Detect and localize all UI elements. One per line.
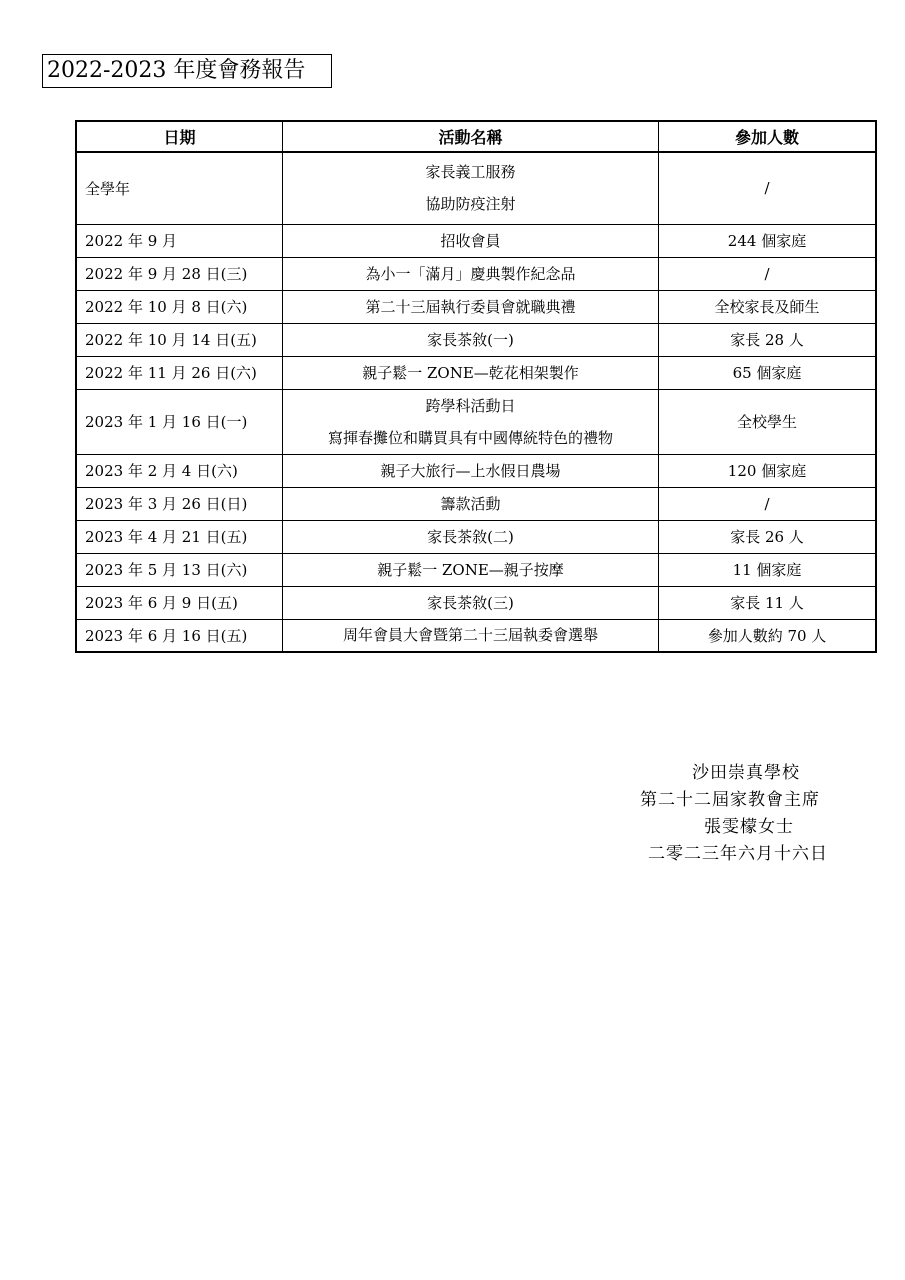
table-row [76, 389, 876, 454]
row-date: 2022 年 9 月 28 日(三) [76, 257, 283, 290]
table-row [76, 454, 876, 487]
signature-role: 第二十二屆家教會主席 [640, 790, 820, 810]
row-participants: 家長 11 人 [659, 586, 877, 619]
report-title: 2022-2023 年度會務報告 [42, 54, 332, 88]
activity-line: 家長茶敘(一) [427, 330, 514, 349]
signature-block [640, 760, 870, 868]
row-date: 2023 年 1 月 16 日(一) [76, 389, 283, 454]
row-activity [283, 619, 659, 652]
activity-line: 招收會員 [440, 231, 501, 250]
header-participants: 參加人數 [659, 121, 877, 152]
row-participants: 120 個家庭 [659, 454, 877, 487]
activity-line: 親子鬆一 ZONE—親子按摩 [377, 560, 564, 579]
activity-table [75, 120, 877, 653]
row-activity [283, 323, 659, 356]
row-participants: / [659, 152, 877, 224]
row-date: 2022 年 11 月 26 日(六) [76, 356, 283, 389]
row-participants: / [659, 257, 877, 290]
activity-line: 親子鬆一 ZONE—乾花相架製作 [362, 363, 579, 382]
row-activity [283, 356, 659, 389]
table-row [76, 619, 876, 652]
table-row [76, 257, 876, 290]
table-row [76, 152, 876, 224]
activity-line: 寫揮春攤位和購買具有中國傳統特色的禮物 [327, 428, 613, 447]
row-date: 2022 年 10 月 8 日(六) [76, 290, 283, 323]
row-participants: 家長 28 人 [659, 323, 877, 356]
activity-line: 為小一「滿月」慶典製作紀念品 [365, 264, 576, 283]
row-participants: 家長 26 人 [659, 520, 877, 553]
row-date: 全學年 [76, 152, 283, 224]
signature-school: 沙田崇真學校 [692, 763, 800, 783]
table-row [76, 586, 876, 619]
row-activity [283, 454, 659, 487]
activity-line: 家長茶敘(三) [427, 593, 514, 612]
row-participants: 全校學生 [659, 389, 877, 454]
activity-line: 家長義工服務 [425, 163, 516, 182]
activity-line: 籌款活動 [440, 494, 501, 513]
activity-line: 協助防疫注射 [425, 195, 516, 214]
row-activity [283, 290, 659, 323]
row-activity [283, 257, 659, 290]
row-activity [283, 520, 659, 553]
row-date: 2023 年 6 月 16 日(五) [76, 619, 283, 652]
row-participants: 244 個家庭 [659, 224, 877, 257]
table-row [76, 290, 876, 323]
activity-line: 家長茶敘(二) [427, 527, 514, 546]
table-row [76, 224, 876, 257]
row-activity [283, 152, 659, 224]
table-header-row [76, 121, 876, 152]
row-date: 2023 年 3 月 26 日(日) [76, 487, 283, 520]
activity-line: 周年會員大會暨第二十三屆執委會選舉 [342, 626, 598, 645]
table-row [76, 520, 876, 553]
header-activity: 活動名稱 [283, 121, 659, 152]
row-activity [283, 586, 659, 619]
row-activity [283, 224, 659, 257]
signature-date: 二零二三年六月十六日 [648, 844, 828, 864]
row-participants: 11 個家庭 [659, 553, 877, 586]
table-row [76, 487, 876, 520]
row-date: 2023 年 4 月 21 日(五) [76, 520, 283, 553]
row-participants: 65 個家庭 [659, 356, 877, 389]
row-date: 2023 年 6 月 9 日(五) [76, 586, 283, 619]
activity-line: 跨學科活動日 [425, 396, 516, 415]
row-participants: 參加人數約 70 人 [659, 619, 877, 652]
row-participants: / [659, 487, 877, 520]
row-activity [283, 487, 659, 520]
row-participants: 全校家長及師生 [659, 290, 877, 323]
signature-name: 張雯檬女士 [704, 817, 794, 837]
table-row [76, 356, 876, 389]
row-date: 2022 年 10 月 14 日(五) [76, 323, 283, 356]
activity-line: 親子大旅行—上水假日農場 [380, 461, 561, 480]
row-activity [283, 553, 659, 586]
activity-line: 第二十三屆執行委員會就職典禮 [365, 297, 576, 316]
row-date: 2023 年 5 月 13 日(六) [76, 553, 283, 586]
row-date: 2023 年 2 月 4 日(六) [76, 454, 283, 487]
table-row [76, 553, 876, 586]
table-row [76, 323, 876, 356]
row-activity [283, 389, 659, 454]
row-date: 2022 年 9 月 [76, 224, 283, 257]
header-date: 日期 [76, 121, 283, 152]
